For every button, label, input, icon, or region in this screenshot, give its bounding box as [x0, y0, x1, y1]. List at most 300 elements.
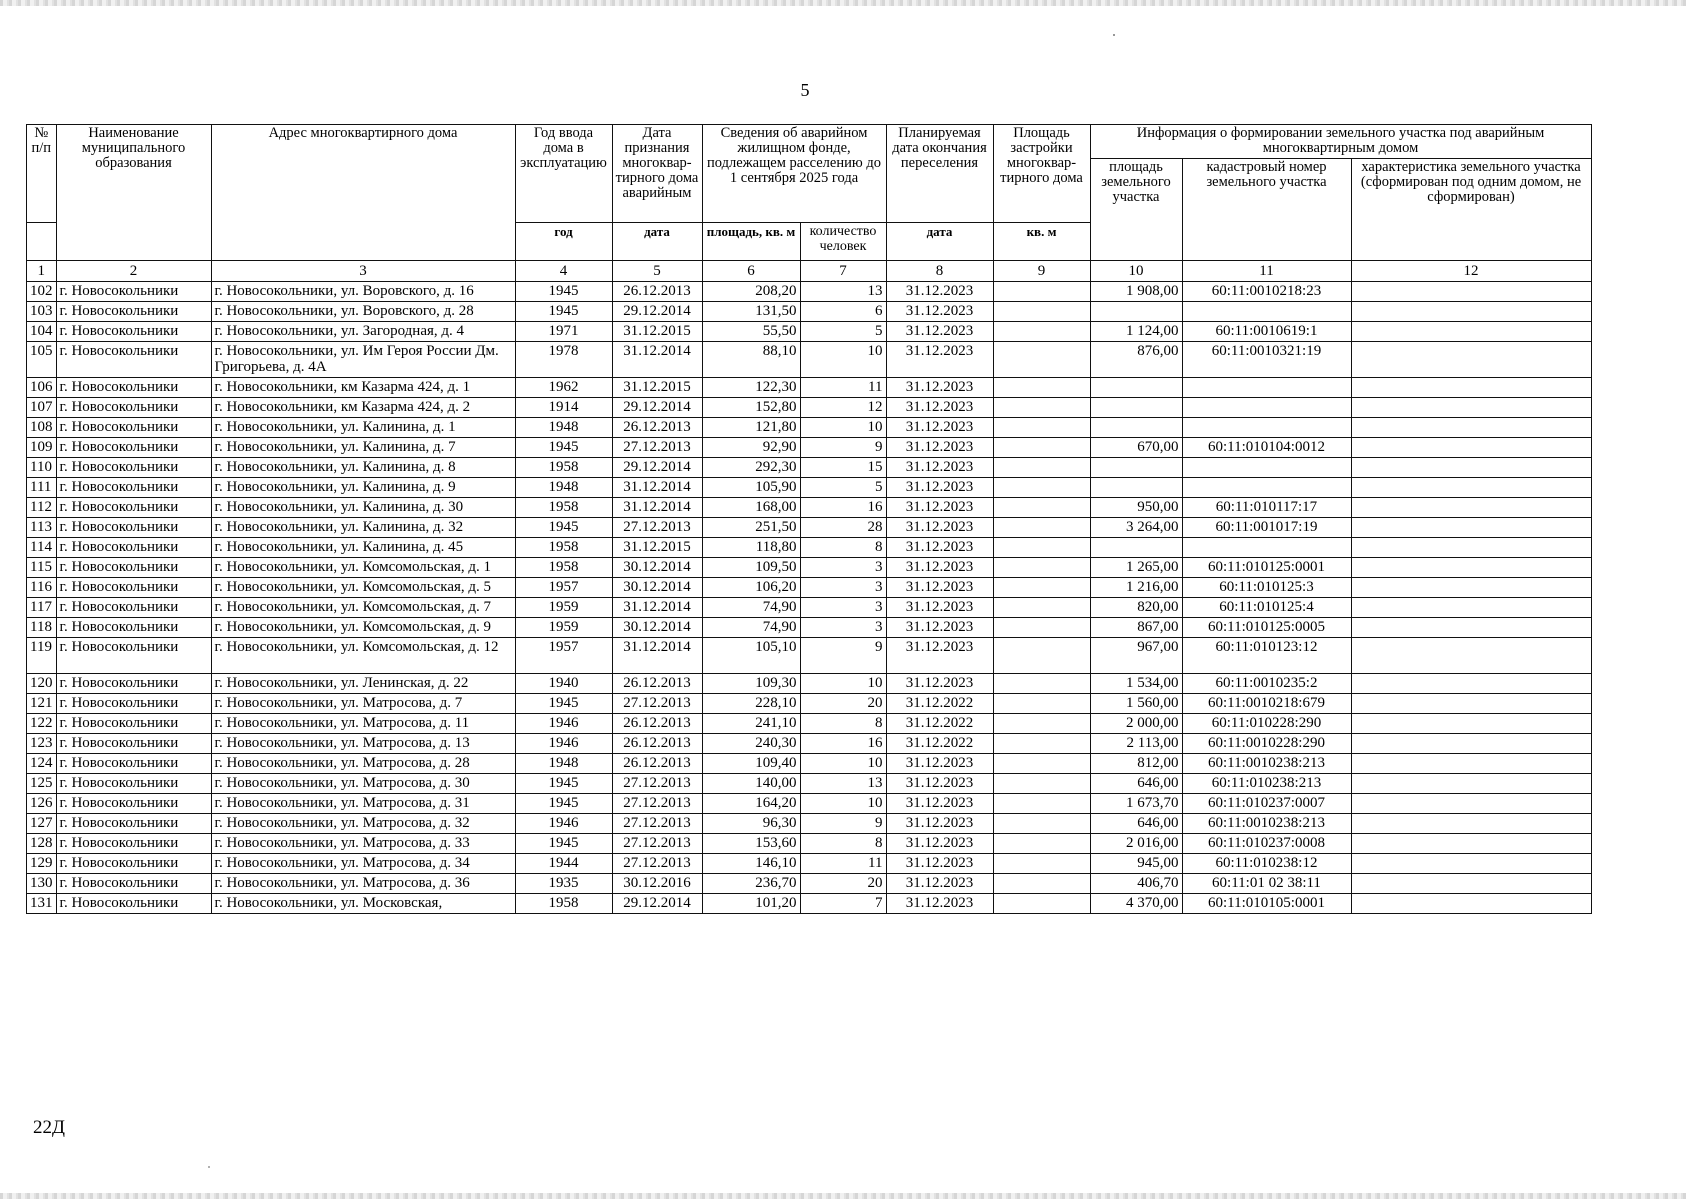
people-count-cell: 11 [800, 854, 886, 874]
year-built-cell: 1946 [515, 734, 612, 754]
people-count-cell: 9 [800, 814, 886, 834]
recognition-date-cell: 30.12.2014 [612, 558, 702, 578]
row-number-cell: 115 [27, 558, 57, 578]
built-area-cell [993, 558, 1090, 578]
table-row [27, 518, 1592, 538]
address-cell: г. Новосокольники, ул. Калинина, д. 30 [211, 498, 515, 518]
recognition-date-cell: 29.12.2014 [612, 302, 702, 322]
table-row [27, 538, 1592, 558]
header-land-characteristic: характеристика земельного участка (сформирован под одним домом, не сформирован) [1351, 159, 1591, 261]
recognition-date-cell: 31.12.2014 [612, 638, 702, 674]
people-count-cell: 16 [800, 734, 886, 754]
people-count-cell: 9 [800, 638, 886, 674]
recognition-date-cell: 31.12.2015 [612, 378, 702, 398]
recognition-date-cell: 31.12.2015 [612, 538, 702, 558]
land-area-cell: 2 016,00 [1090, 834, 1182, 854]
fund-area-cell: 96,30 [702, 814, 800, 834]
row-number-cell: 113 [27, 518, 57, 538]
fund-area-cell: 208,20 [702, 282, 800, 302]
built-area-cell [993, 874, 1090, 894]
recognition-date-cell: 26.12.2013 [612, 754, 702, 774]
cadastral-number-cell: 60:11:010125:4 [1182, 598, 1351, 618]
municipality-cell: г. Новосокольники [56, 558, 211, 578]
fund-area-cell: 251,50 [702, 518, 800, 538]
people-count-cell: 10 [800, 794, 886, 814]
fund-area-cell: 74,90 [702, 598, 800, 618]
municipality-cell: г. Новосокольники [56, 342, 211, 378]
land-area-cell: 820,00 [1090, 598, 1182, 618]
table-row [27, 478, 1592, 498]
row-number-cell: 118 [27, 618, 57, 638]
table-row [27, 398, 1592, 418]
people-count-cell: 7 [800, 894, 886, 914]
table-row [27, 694, 1592, 714]
people-count-cell: 20 [800, 694, 886, 714]
address-cell: г. Новосокольники, ул. Комсомольская, д. 1 [211, 558, 515, 578]
year-built-cell: 1935 [515, 874, 612, 894]
built-area-cell [993, 638, 1090, 674]
fund-area-cell: 140,00 [702, 774, 800, 794]
address-cell: г. Новосокольники, ул. Комсомольская, д. 5 [211, 578, 515, 598]
fund-area-cell: 92,90 [702, 438, 800, 458]
year-built-cell: 1914 [515, 398, 612, 418]
planned-date-cell: 31.12.2023 [886, 342, 993, 378]
recognition-date-cell: 26.12.2013 [612, 714, 702, 734]
cadastral-number-cell: 60:11:0010218:679 [1182, 694, 1351, 714]
recognition-date-cell: 31.12.2014 [612, 598, 702, 618]
planned-date-cell: 31.12.2022 [886, 714, 993, 734]
fund-area-cell: 240,30 [702, 734, 800, 754]
fund-area-cell: 118,80 [702, 538, 800, 558]
fund-area-cell: 228,10 [702, 694, 800, 714]
cadastral-number-cell: 60:11:0010228:290 [1182, 734, 1351, 754]
built-area-cell [993, 438, 1090, 458]
fund-area-cell: 105,90 [702, 478, 800, 498]
planned-date-cell: 31.12.2023 [886, 398, 993, 418]
cadastral-number-cell: 60:11:010117:17 [1182, 498, 1351, 518]
planned-date-cell: 31.12.2023 [886, 458, 993, 478]
address-cell: г. Новосокольники, ул. Калинина, д. 7 [211, 438, 515, 458]
year-built-cell: 1948 [515, 478, 612, 498]
year-built-cell: 1945 [515, 774, 612, 794]
column-number: 3 [211, 261, 515, 282]
municipality-cell: г. Новосокольники [56, 378, 211, 398]
land-area-cell: 406,70 [1090, 874, 1182, 894]
cadastral-number-cell: 60:11:010125:3 [1182, 578, 1351, 598]
year-built-cell: 1957 [515, 638, 612, 674]
row-number-cell: 109 [27, 438, 57, 458]
address-cell: г. Новосокольники, км Казарма 424, д. 1 [211, 378, 515, 398]
municipality-cell: г. Новосокольники [56, 322, 211, 342]
table-row [27, 638, 1592, 674]
land-area-cell: 646,00 [1090, 774, 1182, 794]
municipality-cell: г. Новосокольники [56, 438, 211, 458]
municipality-cell: г. Новосокольники [56, 694, 211, 714]
row-number-cell: 112 [27, 498, 57, 518]
planned-date-cell: 31.12.2023 [886, 302, 993, 322]
built-area-cell [993, 478, 1090, 498]
land-characteristic-cell [1351, 874, 1591, 894]
year-built-cell: 1945 [515, 438, 612, 458]
people-count-cell: 8 [800, 714, 886, 734]
land-characteristic-cell [1351, 674, 1591, 694]
cadastral-number-cell: 60:11:0010218:23 [1182, 282, 1351, 302]
built-area-cell [993, 398, 1090, 418]
fund-area-cell: 164,20 [702, 794, 800, 814]
planned-date-cell: 31.12.2023 [886, 794, 993, 814]
land-area-cell: 812,00 [1090, 754, 1182, 774]
planned-date-cell: 31.12.2023 [886, 874, 993, 894]
row-number-cell: 131 [27, 894, 57, 914]
address-cell: г. Новосокольники, ул. Московская, [211, 894, 515, 914]
row-number-cell: 103 [27, 302, 57, 322]
address-cell: г. Новосокольники, ул. Матросова, д. 32 [211, 814, 515, 834]
recognition-date-cell: 30.12.2014 [612, 618, 702, 638]
scan-edge-bottom [0, 1193, 1686, 1199]
fund-area-cell: 152,80 [702, 398, 800, 418]
built-area-cell [993, 458, 1090, 478]
emergency-housing-table [26, 124, 1592, 914]
built-area-cell [993, 714, 1090, 734]
land-characteristic-cell [1351, 558, 1591, 578]
land-area-cell [1090, 378, 1182, 398]
planned-date-cell: 31.12.2023 [886, 322, 993, 342]
cadastral-number-cell: 60:11:01 02 38:11 [1182, 874, 1351, 894]
row-number-cell: 117 [27, 598, 57, 618]
cadastral-number-cell [1182, 478, 1351, 498]
people-count-cell: 12 [800, 398, 886, 418]
recognition-date-cell: 27.12.2013 [612, 854, 702, 874]
people-count-cell: 3 [800, 578, 886, 598]
recognition-date-cell: 29.12.2014 [612, 458, 702, 478]
header-fund-info: Сведения об аварийном жилищном фонде, подлежащем расселению до 1 сентября 2025 года [702, 125, 886, 223]
row-number-cell: 110 [27, 458, 57, 478]
row-number-cell: 111 [27, 478, 57, 498]
recognition-date-cell: 31.12.2015 [612, 322, 702, 342]
built-area-cell [993, 498, 1090, 518]
year-built-cell: 1945 [515, 302, 612, 322]
municipality-cell: г. Новосокольники [56, 618, 211, 638]
built-area-cell [993, 418, 1090, 438]
address-cell: г. Новосокольники, ул. Матросова, д. 34 [211, 854, 515, 874]
land-area-cell: 967,00 [1090, 638, 1182, 674]
year-built-cell: 1945 [515, 834, 612, 854]
address-cell: г. Новосокольники, ул. Воровского, д. 28 [211, 302, 515, 322]
land-characteristic-cell [1351, 754, 1591, 774]
row-number-cell: 121 [27, 694, 57, 714]
address-cell: г. Новосокольники, ул. Воровского, д. 16 [211, 282, 515, 302]
recognition-date-cell: 27.12.2013 [612, 694, 702, 714]
built-area-cell [993, 578, 1090, 598]
table-row [27, 894, 1592, 914]
land-characteristic-cell [1351, 814, 1591, 834]
header-num: № п/п [27, 125, 57, 223]
cadastral-number-cell: 60:11:010125:0001 [1182, 558, 1351, 578]
land-characteristic-cell [1351, 834, 1591, 854]
land-area-cell: 1 124,00 [1090, 322, 1182, 342]
recognition-date-cell: 26.12.2013 [612, 282, 702, 302]
land-area-cell: 2 000,00 [1090, 714, 1182, 734]
land-characteristic-cell [1351, 282, 1591, 302]
planned-date-cell: 31.12.2023 [886, 378, 993, 398]
planned-date-cell: 31.12.2023 [886, 518, 993, 538]
year-built-cell: 1958 [515, 498, 612, 518]
planned-date-cell: 31.12.2023 [886, 854, 993, 874]
scan-edge-top [0, 0, 1686, 6]
unit-built-area: кв. м [993, 223, 1090, 261]
municipality-cell: г. Новосокольники [56, 598, 211, 618]
people-count-cell: 3 [800, 598, 886, 618]
land-area-cell: 950,00 [1090, 498, 1182, 518]
column-number: 9 [993, 261, 1090, 282]
municipality-cell: г. Новосокольники [56, 282, 211, 302]
built-area-cell [993, 854, 1090, 874]
land-area-cell: 3 264,00 [1090, 518, 1182, 538]
header-land-area: площадь земельного участка [1090, 159, 1182, 261]
cadastral-number-cell: 60:11:0010619:1 [1182, 322, 1351, 342]
built-area-cell [993, 618, 1090, 638]
column-number: 2 [56, 261, 211, 282]
table-row [27, 834, 1592, 854]
land-characteristic-cell [1351, 854, 1591, 874]
people-count-cell: 5 [800, 322, 886, 342]
recognition-date-cell: 29.12.2014 [612, 894, 702, 914]
municipality-cell: г. Новосокольники [56, 578, 211, 598]
year-built-cell: 1940 [515, 674, 612, 694]
built-area-cell [993, 734, 1090, 754]
land-area-cell: 1 265,00 [1090, 558, 1182, 578]
row-number-cell: 104 [27, 322, 57, 342]
land-area-cell: 1 216,00 [1090, 578, 1182, 598]
people-count-cell: 28 [800, 518, 886, 538]
recognition-date-cell: 26.12.2013 [612, 674, 702, 694]
address-cell: г. Новосокольники, ул. Матросова, д. 36 [211, 874, 515, 894]
column-number: 10 [1090, 261, 1182, 282]
built-area-cell [993, 302, 1090, 322]
header-municipality: Наименование муниципального образования [56, 125, 211, 261]
year-built-cell: 1959 [515, 598, 612, 618]
cadastral-number-cell: 60:11:010237:0007 [1182, 794, 1351, 814]
year-built-cell: 1948 [515, 418, 612, 438]
address-cell: г. Новосокольники, ул. Матросова, д. 13 [211, 734, 515, 754]
land-characteristic-cell [1351, 322, 1591, 342]
table-row [27, 874, 1592, 894]
row-number-cell: 106 [27, 378, 57, 398]
row-number-cell: 119 [27, 638, 57, 674]
table-row [27, 458, 1592, 478]
table-row [27, 498, 1592, 518]
unit-people: количество человек [800, 223, 886, 261]
planned-date-cell: 31.12.2023 [886, 538, 993, 558]
municipality-cell: г. Новосокольники [56, 302, 211, 322]
row-number-cell: 129 [27, 854, 57, 874]
municipality-cell: г. Новосокольники [56, 518, 211, 538]
land-characteristic-cell [1351, 894, 1591, 914]
planned-date-cell: 31.12.2023 [886, 894, 993, 914]
fund-area-cell: 109,40 [702, 754, 800, 774]
cadastral-number-cell [1182, 458, 1351, 478]
year-built-cell: 1958 [515, 558, 612, 578]
built-area-cell [993, 814, 1090, 834]
people-count-cell: 6 [800, 302, 886, 322]
municipality-cell: г. Новосокольники [56, 538, 211, 558]
people-count-cell: 13 [800, 774, 886, 794]
address-cell: г. Новосокольники, ул. Матросова, д. 28 [211, 754, 515, 774]
table-row [27, 322, 1592, 342]
land-characteristic-cell [1351, 438, 1591, 458]
land-area-cell: 670,00 [1090, 438, 1182, 458]
address-cell: г. Новосокольники, ул. Калинина, д. 1 [211, 418, 515, 438]
row-number-cell: 114 [27, 538, 57, 558]
address-cell: г. Новосокольники, ул. Комсомольская, д. 7 [211, 598, 515, 618]
row-number-cell: 120 [27, 674, 57, 694]
header-built-area: Площадь застройки многоквар-тирного дома [993, 125, 1090, 223]
column-number: 1 [27, 261, 57, 282]
cadastral-number-cell: 60:11:010104:0012 [1182, 438, 1351, 458]
fund-area-cell: 121,80 [702, 418, 800, 438]
table-row [27, 734, 1592, 754]
row-number-cell: 116 [27, 578, 57, 598]
municipality-cell: г. Новосокольники [56, 794, 211, 814]
fund-area-cell: 168,00 [702, 498, 800, 518]
recognition-date-cell: 27.12.2013 [612, 794, 702, 814]
header-land-info: Информация о формировании земельного участка под аварийным многоквартирным домом [1090, 125, 1591, 159]
column-number: 7 [800, 261, 886, 282]
header-address: Адрес многоквартирного дома [211, 125, 515, 261]
cadastral-number-cell: 60:11:010237:0008 [1182, 834, 1351, 854]
address-cell: г. Новосокольники, ул. Им Героя России Дм. Григорьева, д. 4А [211, 342, 515, 378]
year-built-cell: 1946 [515, 814, 612, 834]
cadastral-number-cell: 60:11:010105:0001 [1182, 894, 1351, 914]
cadastral-number-cell [1182, 378, 1351, 398]
fund-area-cell: 153,60 [702, 834, 800, 854]
row-number-cell: 123 [27, 734, 57, 754]
header-planned-date: Планируемая дата окончания переселения [886, 125, 993, 223]
address-cell: г. Новосокольники, ул. Матросова, д. 30 [211, 774, 515, 794]
table-row [27, 598, 1592, 618]
row-number-cell: 122 [27, 714, 57, 734]
land-characteristic-cell [1351, 498, 1591, 518]
unit-planned-date: дата [886, 223, 993, 261]
cadastral-number-cell [1182, 418, 1351, 438]
land-area-cell [1090, 478, 1182, 498]
address-cell: г. Новосокольники, ул. Калинина, д. 32 [211, 518, 515, 538]
land-area-cell: 876,00 [1090, 342, 1182, 378]
address-cell: г. Новосокольники, ул. Матросова, д. 33 [211, 834, 515, 854]
table-row [27, 794, 1592, 814]
land-characteristic-cell [1351, 302, 1591, 322]
people-count-cell: 16 [800, 498, 886, 518]
built-area-cell [993, 794, 1090, 814]
table-row [27, 418, 1592, 438]
header-recognition-date: Дата признания многоквар-тирного дома аварийным [612, 125, 702, 223]
land-characteristic-cell [1351, 478, 1591, 498]
people-count-cell: 20 [800, 874, 886, 894]
year-built-cell: 1944 [515, 854, 612, 874]
column-number: 4 [515, 261, 612, 282]
built-area-cell [993, 342, 1090, 378]
land-area-cell: 1 560,00 [1090, 694, 1182, 714]
year-built-cell: 1958 [515, 458, 612, 478]
land-area-cell [1090, 398, 1182, 418]
table-row [27, 342, 1592, 378]
built-area-cell [993, 538, 1090, 558]
municipality-cell: г. Новосокольники [56, 714, 211, 734]
land-area-cell: 867,00 [1090, 618, 1182, 638]
year-built-cell: 1945 [515, 518, 612, 538]
fund-area-cell: 236,70 [702, 874, 800, 894]
year-built-cell: 1957 [515, 578, 612, 598]
address-cell: г. Новосокольники, ул. Калинина, д. 9 [211, 478, 515, 498]
built-area-cell [993, 518, 1090, 538]
planned-date-cell: 31.12.2023 [886, 834, 993, 854]
municipality-cell: г. Новосокольники [56, 498, 211, 518]
land-characteristic-cell [1351, 598, 1591, 618]
municipality-cell: г. Новосокольники [56, 894, 211, 914]
planned-date-cell: 31.12.2022 [886, 694, 993, 714]
cadastral-number-cell: 60:11:010238:213 [1182, 774, 1351, 794]
municipality-cell: г. Новосокольники [56, 478, 211, 498]
cadastral-number-cell [1182, 398, 1351, 418]
recognition-date-cell: 27.12.2013 [612, 774, 702, 794]
column-number: 6 [702, 261, 800, 282]
planned-date-cell: 31.12.2023 [886, 498, 993, 518]
planned-date-cell: 31.12.2023 [886, 478, 993, 498]
cadastral-number-cell [1182, 302, 1351, 322]
header-num-unit [27, 223, 57, 261]
planned-date-cell: 31.12.2023 [886, 282, 993, 302]
land-characteristic-cell [1351, 378, 1591, 398]
address-cell: г. Новосокольники, ул. Загородная, д. 4 [211, 322, 515, 342]
table-row [27, 438, 1592, 458]
cadastral-number-cell: 60:11:010125:0005 [1182, 618, 1351, 638]
address-cell: г. Новосокольники, ул. Матросова, д. 31 [211, 794, 515, 814]
built-area-cell [993, 598, 1090, 618]
header-year-built: Год ввода дома в эксплуатацию [515, 125, 612, 223]
cadastral-number-cell: 60:11:0010238:213 [1182, 754, 1351, 774]
municipality-cell: г. Новосокольники [56, 774, 211, 794]
address-cell: г. Новосокольники, ул. Комсомольская, д. 9 [211, 618, 515, 638]
planned-date-cell: 31.12.2023 [886, 558, 993, 578]
municipality-cell: г. Новосокольники [56, 854, 211, 874]
row-number-cell: 128 [27, 834, 57, 854]
municipality-cell: г. Новосокольники [56, 754, 211, 774]
recognition-date-cell: 26.12.2013 [612, 418, 702, 438]
address-cell: г. Новосокольники, ул. Матросова, д. 11 [211, 714, 515, 734]
row-number-cell: 105 [27, 342, 57, 378]
year-built-cell: 1958 [515, 538, 612, 558]
table-row [27, 674, 1592, 694]
year-built-cell: 1978 [515, 342, 612, 378]
planned-date-cell: 31.12.2023 [886, 618, 993, 638]
people-count-cell: 5 [800, 478, 886, 498]
column-number: 5 [612, 261, 702, 282]
fund-area-cell: 88,10 [702, 342, 800, 378]
row-number-cell: 125 [27, 774, 57, 794]
row-number-cell: 108 [27, 418, 57, 438]
recognition-date-cell: 29.12.2014 [612, 398, 702, 418]
land-area-cell: 1 908,00 [1090, 282, 1182, 302]
year-built-cell: 1945 [515, 282, 612, 302]
table-row [27, 558, 1592, 578]
page-number: 5 [800, 80, 810, 100]
table-row [27, 302, 1592, 322]
people-count-cell: 9 [800, 438, 886, 458]
fund-area-cell: 74,90 [702, 618, 800, 638]
people-count-cell: 3 [800, 558, 886, 578]
address-cell: г. Новосокольники, км Казарма 424, д. 2 [211, 398, 515, 418]
land-characteristic-cell [1351, 518, 1591, 538]
